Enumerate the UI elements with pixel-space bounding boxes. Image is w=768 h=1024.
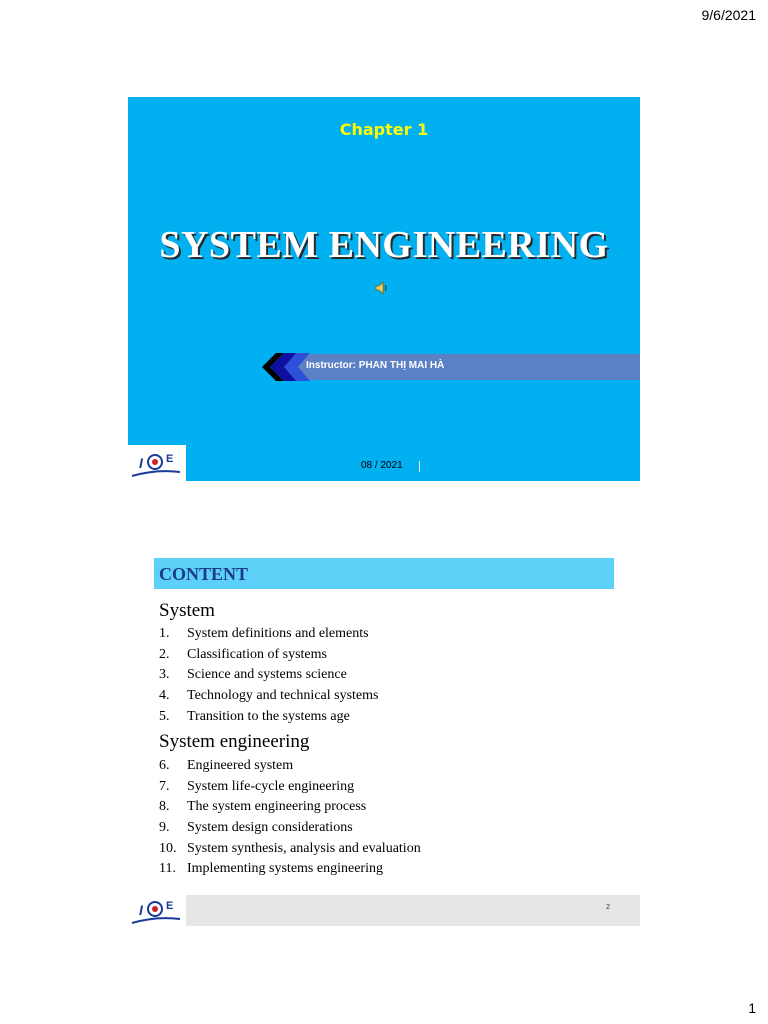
list-item: 5. Transition to the systems age xyxy=(159,708,350,724)
list-item: 7. System life-cycle engineering xyxy=(159,778,355,794)
section-title-system: System xyxy=(159,600,215,621)
section-title-system-engineering: System engineering xyxy=(159,731,310,752)
content-slide xyxy=(128,546,640,930)
list-item: 1. System definitions and elements xyxy=(159,626,369,641)
list-item: 11. Implementing systems engineering xyxy=(159,861,383,877)
ise-logo xyxy=(128,892,186,928)
slide-number: 2 xyxy=(606,904,610,911)
page-date: 9/6/2021 xyxy=(701,7,756,23)
list-item: 2. Classification of systems xyxy=(159,646,327,662)
speaker-icon[interactable] xyxy=(374,280,390,296)
slide-date: 08 / 2021 xyxy=(361,460,403,471)
list-item: 4. Technology and technical systems xyxy=(159,688,379,704)
title-slide xyxy=(128,97,640,481)
svg-text:E: E xyxy=(166,900,174,912)
system-engineering-list xyxy=(159,756,421,880)
ise-logo xyxy=(128,445,186,481)
instructor-label: Instructor: PHAN THỊ MAI HÀ xyxy=(306,360,445,371)
list-item: 3. Science and systems science xyxy=(159,667,347,683)
svg-text:E: E xyxy=(166,453,174,465)
chapter-label: Chapter 1 xyxy=(339,120,429,139)
list-item: 8. The system engineering process xyxy=(159,799,367,815)
list-item: 10. System synthesis, analysis and evaluation xyxy=(159,840,421,856)
system-list xyxy=(159,624,378,727)
list-item: 6. Engineered system xyxy=(159,758,294,773)
svg-text:I: I xyxy=(139,902,143,918)
instructor-bar xyxy=(276,353,640,381)
divider xyxy=(419,461,420,472)
content-header-label: CONTENT xyxy=(159,564,249,584)
content-header xyxy=(154,558,614,589)
slide-footer xyxy=(186,895,640,926)
page-number: 1 xyxy=(748,1000,756,1016)
list-item: 9. System design considerations xyxy=(159,820,353,836)
slide-title: SYSTEM ENGINEERING xyxy=(159,224,609,266)
svg-text:I: I xyxy=(139,455,143,471)
